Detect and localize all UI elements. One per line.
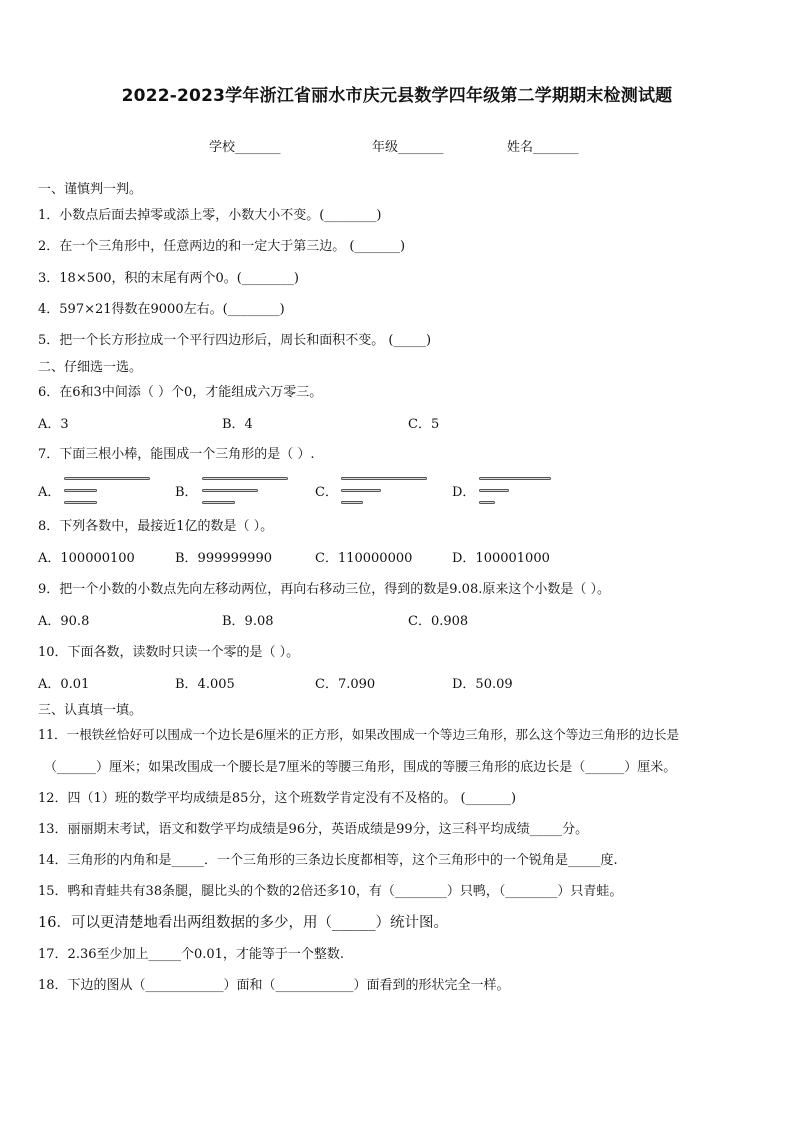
school-field: 学校_______ <box>209 140 281 155</box>
stick-long <box>341 477 427 480</box>
question-2: 2．在一个三角形中，任意两边的和一定大于第三边。 (_______) <box>38 239 406 254</box>
question-9: 9．把一个小数的小数点先向左移动两位，再向右移动三位，得到的数是9.08.原来这个小数是（ ）。 <box>38 582 610 597</box>
q7-sticks-a <box>64 477 164 511</box>
question-7: 7．下面三根小棒，能围成一个三角形的是（ ）. <box>38 447 315 462</box>
q8-option-d: D．100001000 <box>452 551 550 566</box>
question-16: 16．可以更清楚地看出两组数据的多少，用（______）统计图。 <box>38 915 448 931</box>
question-14: 14．三角形的内角和是_____．一个三角形的三条边长度都相等，这个三角形中的一个锐角是_____度. <box>38 853 618 868</box>
page-title: 2022-2023学年浙江省丽水市庆元县数学四年级第二学期期末检测试题 <box>121 86 673 106</box>
q7-sticks-c <box>341 477 441 511</box>
question-15: 15．鸭和青蛙共有38条腿，腿比头的个数的2倍还多10，有（________）只鸭，（________）只青蛙。 <box>38 884 623 899</box>
q10-option-d: D．50.09 <box>452 677 513 692</box>
stick-short <box>479 501 495 504</box>
question-6: 6．在6和3中间添（ ）个0，才能组成六万零三。 <box>38 385 323 400</box>
stick-medium <box>479 489 509 492</box>
section-heading-1: 一、谨慎判一判。 <box>38 182 143 197</box>
q6-option-a: A．3 <box>38 417 69 432</box>
question-10: 10．下面各数，读数时只读一个零的是（ ）。 <box>38 645 300 660</box>
section-heading-3: 三、认真填一填。 <box>38 703 143 718</box>
q7-option-d: D． <box>452 485 476 500</box>
question-11-line-2: （______）厘米；如果改围成一个腰长是7厘米的等腰三角形，围成的等腰三角形的底边长是（______）厘米。 <box>44 760 677 775</box>
stick-medium <box>341 489 381 492</box>
question-17: 17．2.36至少加上_____个0.01，才能等于一个整数. <box>38 947 345 962</box>
stick-short <box>202 501 235 504</box>
q8-option-a: A．100000100 <box>38 551 135 566</box>
q7-option-a: A． <box>38 485 61 500</box>
question-18: 18．下边的图从（____________）面和（____________）面看到的形状完全一样。 <box>38 978 510 993</box>
q8-option-b: B．999999990 <box>175 551 272 566</box>
stick-medium <box>64 489 97 492</box>
name-field: 姓名_______ <box>507 140 579 155</box>
q10-option-a: A．0.01 <box>38 677 90 692</box>
q10-option-c: C．7.090 <box>315 677 376 692</box>
q7-sticks-b <box>202 477 302 511</box>
section-heading-2: 二、仔细选一选。 <box>38 360 143 375</box>
q10-option-b: B．4.005 <box>175 677 235 692</box>
q9-option-a: A．90.8 <box>38 614 90 629</box>
grade-field: 年级_______ <box>372 140 444 155</box>
question-11-line-1: 11．一根铁丝恰好可以围成一个边长是6厘米的正方形，如果改围成一个等边三角形，那么这个等边三角形的边长是 <box>38 727 680 742</box>
stick-medium <box>202 489 258 492</box>
q7-sticks-d <box>479 477 579 511</box>
q6-option-c: C．5 <box>408 417 440 432</box>
question-1: 1．小数点后面去掉零或添上零，小数大小不变。(________) <box>38 208 382 223</box>
stick-long <box>64 477 150 480</box>
q8-option-c: C．110000000 <box>315 551 413 566</box>
q7-option-b: B． <box>175 485 198 500</box>
stick-long <box>479 477 551 480</box>
question-3: 3．18×500，积的末尾有两个0。(________) <box>38 271 299 286</box>
stick-long <box>202 477 288 480</box>
stick-medium <box>64 501 97 504</box>
q9-option-c: C．0.908 <box>408 614 469 629</box>
question-5: 5．把一个长方形拉成一个平行四边形后，周长和面积不变。 (_____) <box>38 333 432 348</box>
question-4: 4．597×21得数在9000左右。(________) <box>38 302 285 317</box>
q6-option-b: B．4 <box>222 417 253 432</box>
question-12: 12．四（1）班的数学平均成绩是85分，这个班数学肯定没有不及格的。 (_______) <box>38 791 517 806</box>
q7-option-c: C． <box>315 485 338 500</box>
q9-option-b: B．9.08 <box>222 614 274 629</box>
question-8: 8．下列各数中，最接近1亿的数是（ ）。 <box>38 519 274 534</box>
stick-short <box>341 501 363 504</box>
question-13: 13．丽丽期末考试，语文和数学平均成绩是96分，英语成绩是99分，这三科平均成绩_____分。 <box>38 822 589 837</box>
